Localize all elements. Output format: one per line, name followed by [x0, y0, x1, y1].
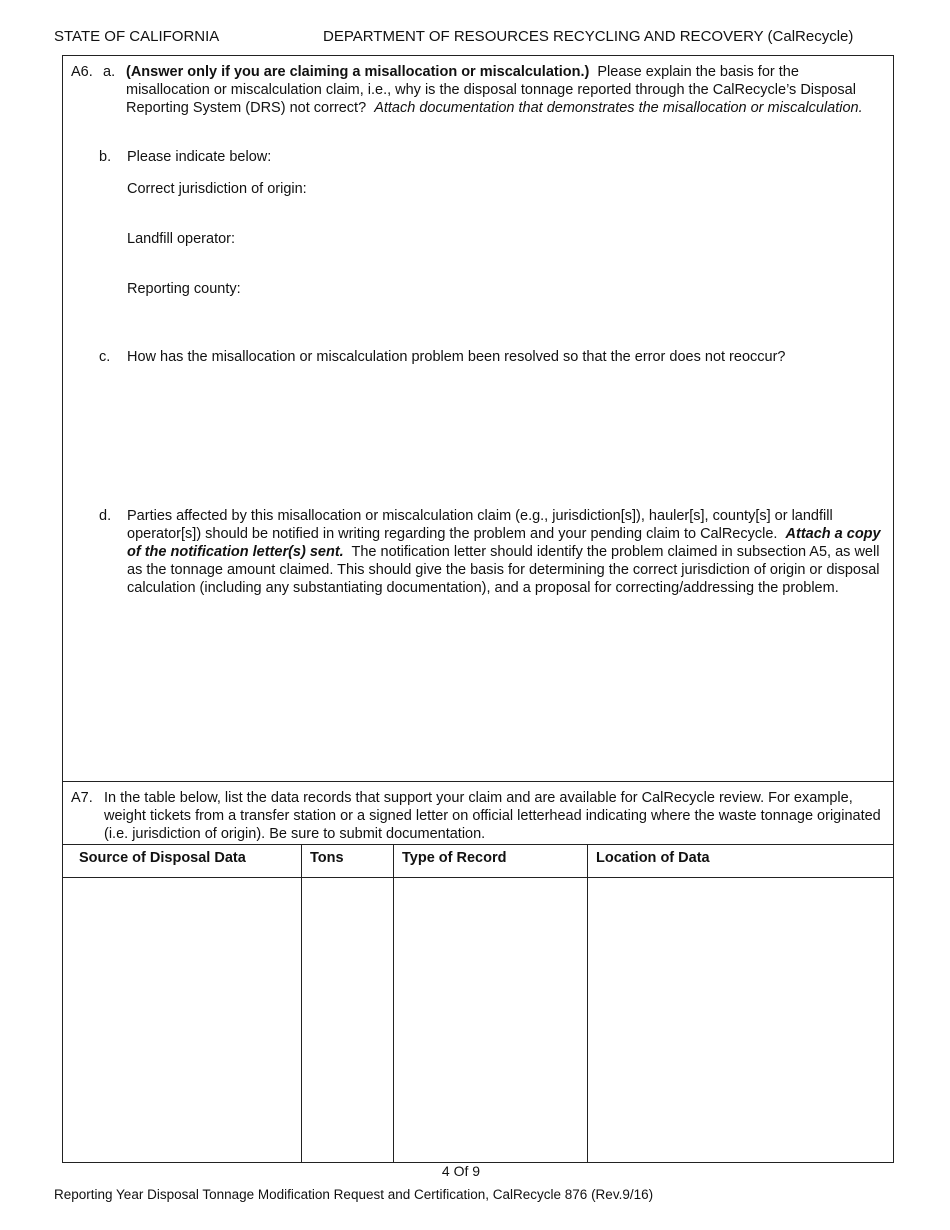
col-tons: Tons — [310, 850, 344, 866]
cell-type-of-record[interactable] — [395, 878, 587, 1162]
state-header: STATE OF CALIFORNIA — [54, 28, 220, 45]
a6-d-paragraph — [127, 507, 882, 597]
cell-tons[interactable] — [303, 878, 393, 1162]
col-location-of-data: Location of Data — [596, 850, 710, 866]
reporting-county-label: Reporting county: — [127, 281, 241, 297]
jurisdiction-of-origin-label: Correct jurisdiction of origin: — [127, 181, 307, 197]
table-col-divider-2 — [393, 844, 394, 1162]
form-frame — [62, 55, 894, 1163]
table-col-divider-1 — [301, 844, 302, 1162]
form-footer: Reporting Year Disposal Tonnage Modification Request and Certification, CalRecycle 876 (Rev.9/16) — [54, 1187, 654, 1202]
col-source-of-disposal-data: Source of Disposal Data — [79, 850, 246, 866]
a6-b-text: Please indicate below: — [127, 149, 272, 165]
department-header: DEPARTMENT OF RESOURCES RECYCLING AND RECOVERY (CalRecycle) — [323, 28, 854, 45]
a6-c-text: How has the misallocation or miscalculation problem been resolved so that the error does not reoccur? — [127, 349, 786, 365]
a6-d-text2: The notification letter should identify the problem claimed in subsection A5, as well as the tonnage amount claimed. This should give the basis for determining the correct jurisdiction of origin or disposal calculation (including any substantiating documentation), and a proposal for correcting/addressing the problem. — [127, 544, 880, 596]
landfill-operator-label: Landfill operator: — [127, 231, 236, 247]
a6-b-letter: b. — [99, 149, 112, 165]
a7-text: In the table below, list the data records that support your claim and are available for CalRecycle review. For example, weight tickets from a transfer station or a signed letter on official letterhead indicating where the waste tonnage originated (i.e. jurisdiction of origin). Be sure to submit documentation. — [104, 790, 881, 842]
page-number: 4 Of 9 — [441, 1163, 481, 1179]
a6-d-letter: d. — [99, 508, 112, 524]
a6-d-bold: Attach a copy of the notification letter(s) sent. — [127, 526, 881, 560]
table-top-border — [63, 844, 893, 845]
table-col-divider-3 — [587, 844, 588, 1162]
cell-source-of-disposal-data[interactable] — [63, 878, 301, 1162]
a6-d-text1: Parties affected by this misallocation or miscalculation claim (e.g., jurisdiction[s]), hauler[s], county[s] or landfill operator[s]) should be notified in writing regarding the problem and your pending claim to CalRecycle. — [127, 508, 833, 542]
a7-number: A7. — [71, 790, 93, 806]
a6-a-italic: Attach documentation that demonstrates the misallocation or miscalculation. — [374, 100, 863, 116]
a7-divider — [63, 781, 893, 782]
a6-c-letter: c. — [99, 349, 111, 365]
a6-a-letter: a. — [103, 64, 116, 80]
a6-a-text: Please explain the basis for the misallocation or miscalculation claim, i.e., why is the disposal tonnage reported through the CalRecycle’s Disposal Reporting System (DRS) not correct? — [126, 64, 856, 116]
a6-number: A6. — [71, 64, 93, 80]
cell-location-of-data[interactable] — [589, 878, 893, 1162]
a6-a-bold: (Answer only if you are claiming a misallocation or miscalculation.) — [126, 64, 590, 80]
col-type-of-record: Type of Record — [402, 850, 507, 866]
a6-a-question — [126, 63, 881, 117]
